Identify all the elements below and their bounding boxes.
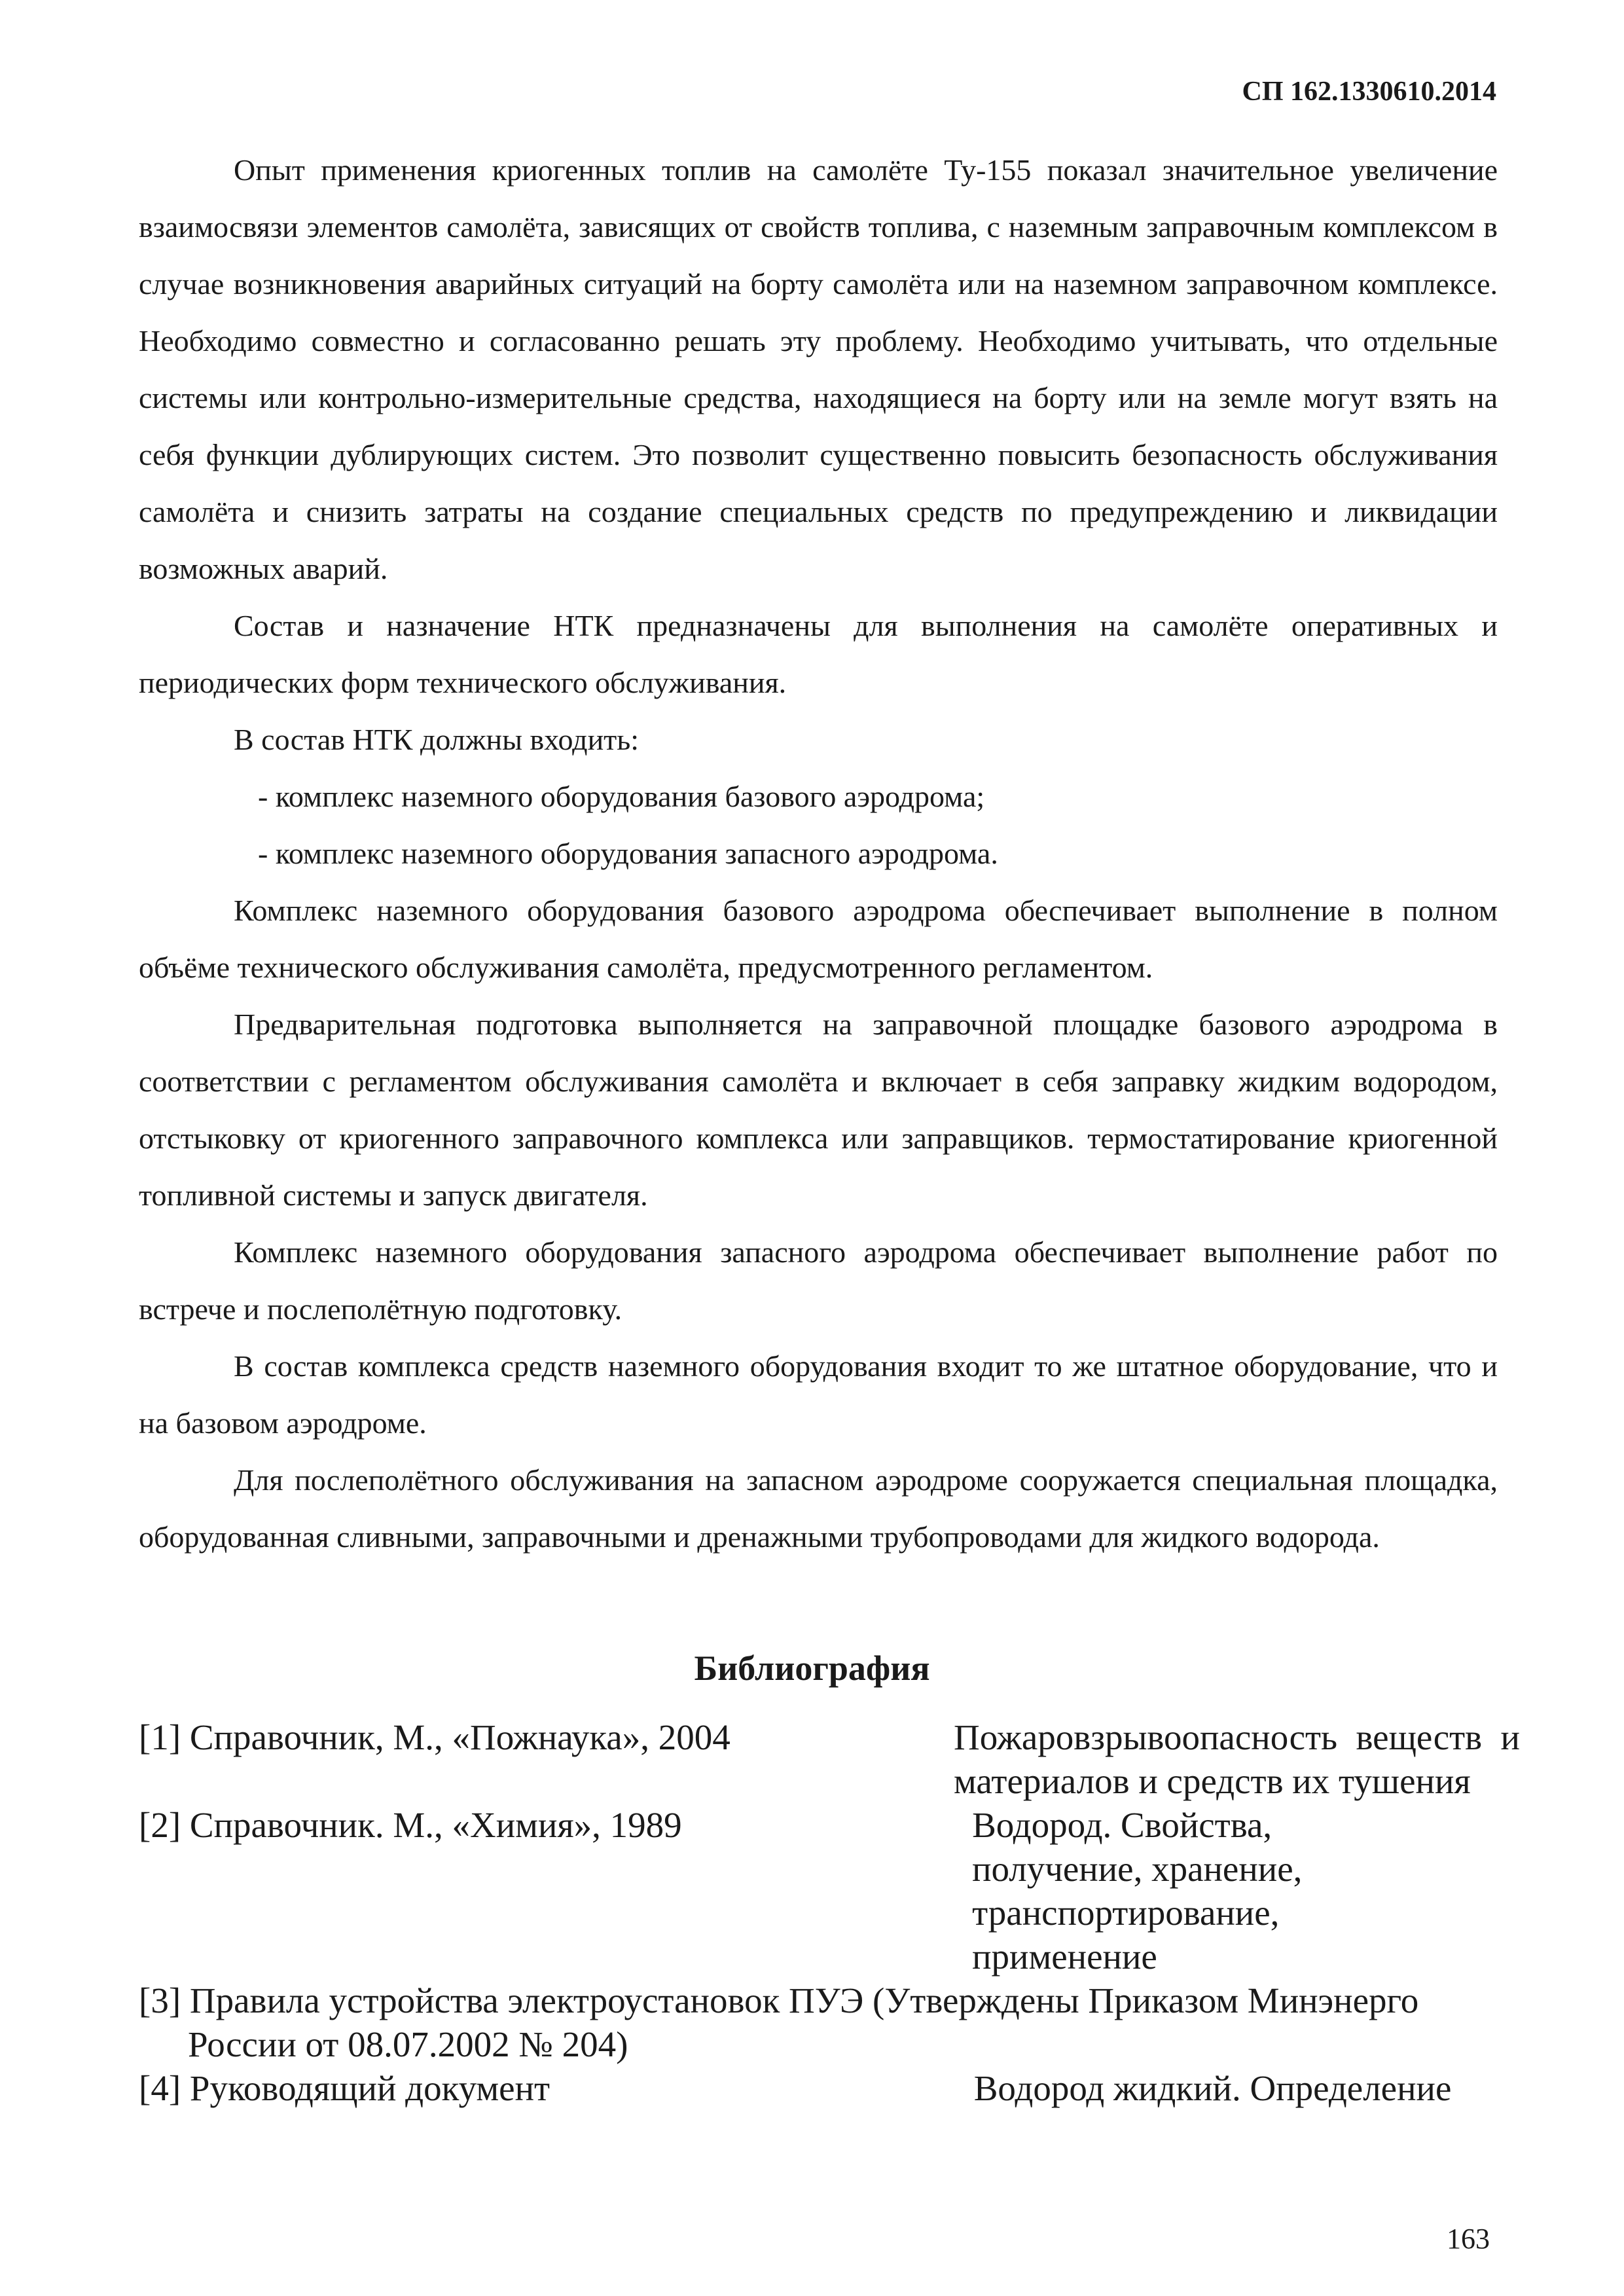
paragraph: Комплекс наземного оборудования базового аэродрома обеспечивает выполнение в полном объёме технического обслуживания самолёта, предусмотренного регламентом. <box>139 894 1498 984</box>
bibliography-number: [1] <box>139 1717 181 1757</box>
bibliography-number: [3] <box>139 1980 181 2020</box>
bibliography-topic: Пожаровзрывоопасность веществ и материалов и средств их тушения <box>954 1717 1520 1801</box>
list-item: - комплекс наземного оборудования запасного аэродрома. <box>258 837 998 870</box>
paragraph: Опыт применения криогенных топлив на самолёте Ту-155 показал значительное увеличение взаимосвязи элементов самолёта, зависящих от свойств топлива, с наземным заправочным комплексом в случае возникновения аварийных ситуаций на борту самолёта или на наземном заправочном комплексе. Необходимо совместно и согласованно решать эту проблему. Необходимо учитывать, что отдельные системы или контрольно-измерительные средства, находящиеся на борту или на земле могут взять на себя функции дублирующих систем. Это позволит существенно повысить безопасность обслуживания самолёта и снизить затраты на создание специальных средств по предупреждению и ликвидации возможных аварий. <box>139 153 1498 585</box>
paragraph: В состав НТК должны входить: <box>234 723 640 756</box>
document-code: СП 162.1330610.2014 <box>1242 77 1496 107</box>
body-text <box>139 141 1498 1565</box>
bibliography-source: [4] Руководящий документ <box>139 2068 550 2108</box>
bibliography-topic: Водород. Свойства, получение, хранение, транспортирование, применение <box>972 1805 1303 1977</box>
list-item: - комплекс наземного оборудования базового аэродрома; <box>258 780 985 813</box>
bibliography-source: [3] Правила устройства электроустановок ПУЭ (Утверждены Приказом Минэнерго России от 08.07.2002 № 204) <box>139 1980 1419 2064</box>
bibliography-source: [1] Справочник, М., «Пожнаука», 2004 <box>139 1717 731 1757</box>
bibliography-list <box>139 1715 1520 2110</box>
paragraph: Для послеполётного обслуживания на запасном аэродроме сооружается специальная площадка, оборудованная сливными, заправочными и дренажными трубопроводами для жидкого водорода. <box>139 1463 1498 1554</box>
bibliography-topic: Водород жидкий. Определение <box>973 2068 1452 2108</box>
bibliography-number: [2] <box>139 1805 181 1845</box>
bibliography-entry <box>139 1978 1520 2066</box>
paragraph: Предварительная подготовка выполняется на заправочной площадке базового аэродрома в соответствии с регламентом обслуживания самолёта и включает в себя заправку жидким водородом, отстыковку от криогенного заправочного комплекса или заправщиков. термостатирование криогенной топливной системы и запуск двигателя. <box>139 1008 1498 1212</box>
bibliography-number: [4] <box>139 2068 181 2108</box>
bibliography-entry <box>139 1803 1520 1978</box>
bibliography-entry <box>139 2066 1520 2110</box>
bibliography-entry <box>139 1715 1520 1803</box>
paragraph: Состав и назначение НТК предназначены для выполнения на самолёте оперативных и периодических форм технического обслуживания. <box>139 609 1498 699</box>
bibliography-source: [2] Справочник. М., «Химия», 1989 <box>139 1805 682 1845</box>
page-number: 163 <box>1447 2223 1490 2255</box>
paragraph: Комплекс наземного оборудования запасного аэродрома обеспечивает выполнение работ по встрече и послеполётную подготовку. <box>139 1235 1498 1326</box>
bibliography-title: Библиография <box>694 1649 930 1688</box>
paragraph: В состав комплекса средств наземного оборудования входит то же штатное оборудование, что и на базовом аэродроме. <box>139 1349 1498 1440</box>
